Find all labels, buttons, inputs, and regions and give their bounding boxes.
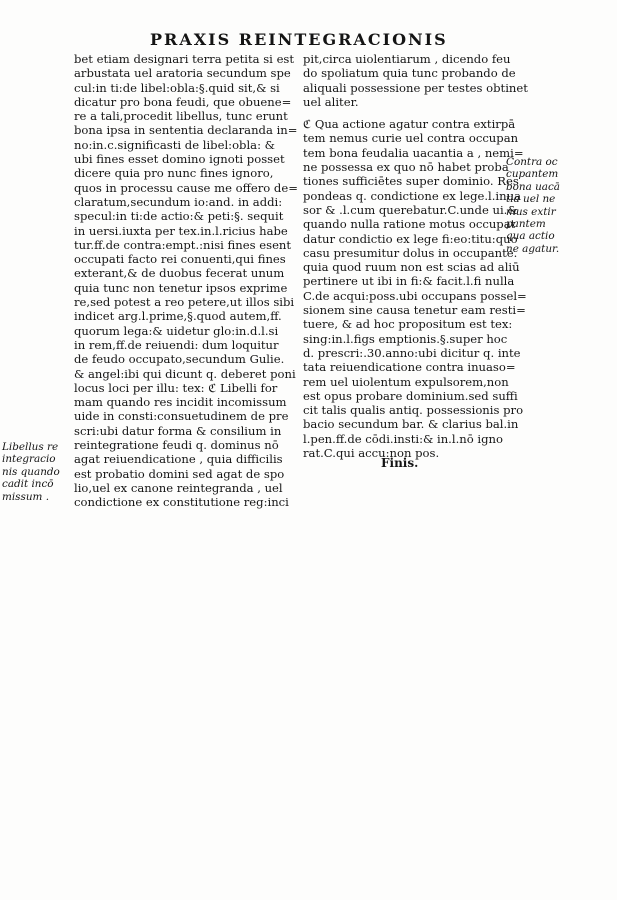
marginal-note-line: Libellus re (2, 441, 59, 453)
marginal-note-line: integracio (2, 453, 56, 466)
right-column-continuation (303, 52, 528, 109)
marginal-note-right (506, 156, 614, 255)
marginal-note-line: cupantem (506, 168, 559, 181)
text-line: sionem sine causa tenetur eam resti= (303, 303, 526, 318)
marginal-note-line: nis quando (2, 465, 60, 478)
marginal-note-line: qua actio (506, 230, 555, 243)
text-line: tur.ff.de contra:empt.:nisi fines esent (74, 237, 292, 252)
text-line: arbustata uel aratoria secundum spe (74, 66, 291, 81)
text-line: agat reiuendicatione , quia difficilis (74, 452, 283, 467)
text-line: est opus probare dominium.sed suffi (303, 388, 518, 403)
text-line: cul:in ti:de libel:obla:§.quid sit,& si (74, 80, 280, 95)
text-line: tiones sufficiētes super dominio. Res (303, 174, 519, 189)
text-line: quorum lega:& uidetur glo:in.d.l.si (74, 323, 279, 338)
text-line: datur condictio ex lege fi:eo:titu:quo (303, 231, 518, 246)
text-line: C.de acqui:poss.ubi occupans possel= (303, 288, 527, 303)
text-line: no:in.c.significasti de libel:obla: & (74, 137, 275, 152)
running-head: PRAXIS REINTEGRACIONIS (150, 30, 448, 49)
text-line: ℭ Qua actione agatur contra extirpā (303, 117, 516, 132)
text-line: bona ipsa in sententia declaranda in= (74, 123, 298, 138)
text-line: bet etiam designari terra petita si est (74, 52, 295, 66)
text-line: uide in consti:consuetudinem de pre (74, 409, 289, 424)
text-line: quia quod ruum non est scias ad aliū (303, 260, 520, 275)
text-line: specul:in ti:de actio:& peti:§. sequit (74, 209, 284, 224)
text-line: de feudo occupato,secundum Gulie. (74, 352, 285, 367)
text-line: & angel:ibi qui dicunt q. deberet poni (74, 366, 296, 381)
marginal-note-line: mus extir (506, 205, 556, 218)
right-text-column (303, 52, 528, 461)
text-line: ubi fines esset domino ignoti posset (74, 152, 285, 167)
text-line: indicet arg.l.prime,§.quod autem,ff. (74, 309, 282, 324)
text-line: aliquali possessione per testes obtinet (303, 80, 528, 95)
text-line: bacio secundum bar. & clarius bal.in (303, 417, 519, 432)
text-line: sor & .l.cum querebatur.C.unde ui.& (303, 202, 518, 217)
text-line: tem nemus curie uel contra occupan (303, 131, 519, 146)
text-line: d. prescri:.30.anno:ubi dicitur q. inte (303, 345, 521, 360)
text-line: tem bona feudalia uacantia a , nemi= (303, 145, 524, 160)
text-line: pondeas q. condictione ex lege.l.inua (303, 188, 521, 203)
finis-mark: Finis. (381, 456, 419, 470)
text-line: re,sed potest a reo petere,ut illos sibi (74, 295, 295, 310)
text-line: in rem,ff.de reiuendi: dum loquitur (74, 337, 279, 352)
text-line: rat.C.qui accu:non pos. (303, 446, 440, 461)
text-line: rem uel uiolentum expulsorem,non (303, 374, 509, 389)
text-line: casu presumitur dolus in occupante. (303, 245, 518, 260)
marginal-note-line: cadit incō (2, 478, 54, 491)
text-line: condictione ex constitutione reg:inci (74, 495, 289, 510)
text-line: dicatur pro bona feudi, que obuene= (74, 94, 292, 109)
text-line: quando nulla ratione motus occupat (303, 217, 516, 232)
paragraph-gap (303, 109, 505, 117)
text-line: reintegratione feudi q. dominus nō (74, 438, 279, 453)
text-line: scri:ubi datur forma & consilium in (74, 423, 282, 438)
marginal-note-line: Contra oc (506, 156, 558, 168)
text-line: tata reiuendicatione contra inuaso= (303, 360, 516, 375)
marginal-note-line: missum . (2, 490, 49, 503)
text-line: in uersi.iuxta per tex.in.l.ricius habe (74, 223, 288, 238)
marginal-note-line: bona uacā (506, 180, 560, 193)
text-line: tuere, & ad hoc propositum est tex: (303, 317, 513, 332)
text-line: quos in processu cause me offero de= (74, 180, 298, 195)
text-line: pertinere ut ibi in fi:& facit.l.fi nulla (303, 274, 515, 289)
text-line: exterant,& de duobus fecerat unum (74, 266, 285, 281)
text-line: uel aliter. (303, 94, 359, 109)
right-column-paragraph (303, 117, 527, 461)
marginal-note-line: pantem (506, 218, 546, 231)
marginal-note-left (2, 441, 66, 503)
text-line: occupati facto rei conuenti,qui fines (74, 252, 286, 267)
text-line: l.pen.ff.de cōdi.insti:& in.l.nō igno (303, 431, 503, 446)
text-line: lio,uel ex canone reintegranda , uel (74, 480, 283, 495)
text-line: dicere quia pro nunc fines ignoro, (74, 166, 274, 181)
text-line: claratum,secundum io:and. in addi: (74, 194, 283, 209)
text-line: do spoliatum quia tunc probando de (303, 66, 516, 81)
left-text-column (74, 52, 298, 510)
text-line: sing:in.l.figs emptionis.§.super hoc (303, 331, 508, 346)
text-line: mam quando res incidit incomissum (74, 395, 287, 410)
text-line: est probatio domini sed agat de spo (74, 466, 285, 481)
text-line: ne possessa ex quo nō habet proba (303, 160, 509, 175)
text-line: pit,circa uiolentiarum , dicendo feu (303, 52, 511, 66)
text-line: re a tali,procedit libellus, tunc erunt (74, 109, 288, 124)
marginal-note-line: ne agatur. (506, 242, 560, 255)
marginal-note-line: tia uel ne (506, 193, 556, 206)
text-line: cit talis qualis antiq. possessionis pro (303, 403, 524, 418)
text-line: quia tunc non tenetur ipsos exprime (74, 280, 288, 295)
text-line: locus loci per illu: tex: ℭ Libelli for (74, 380, 278, 395)
